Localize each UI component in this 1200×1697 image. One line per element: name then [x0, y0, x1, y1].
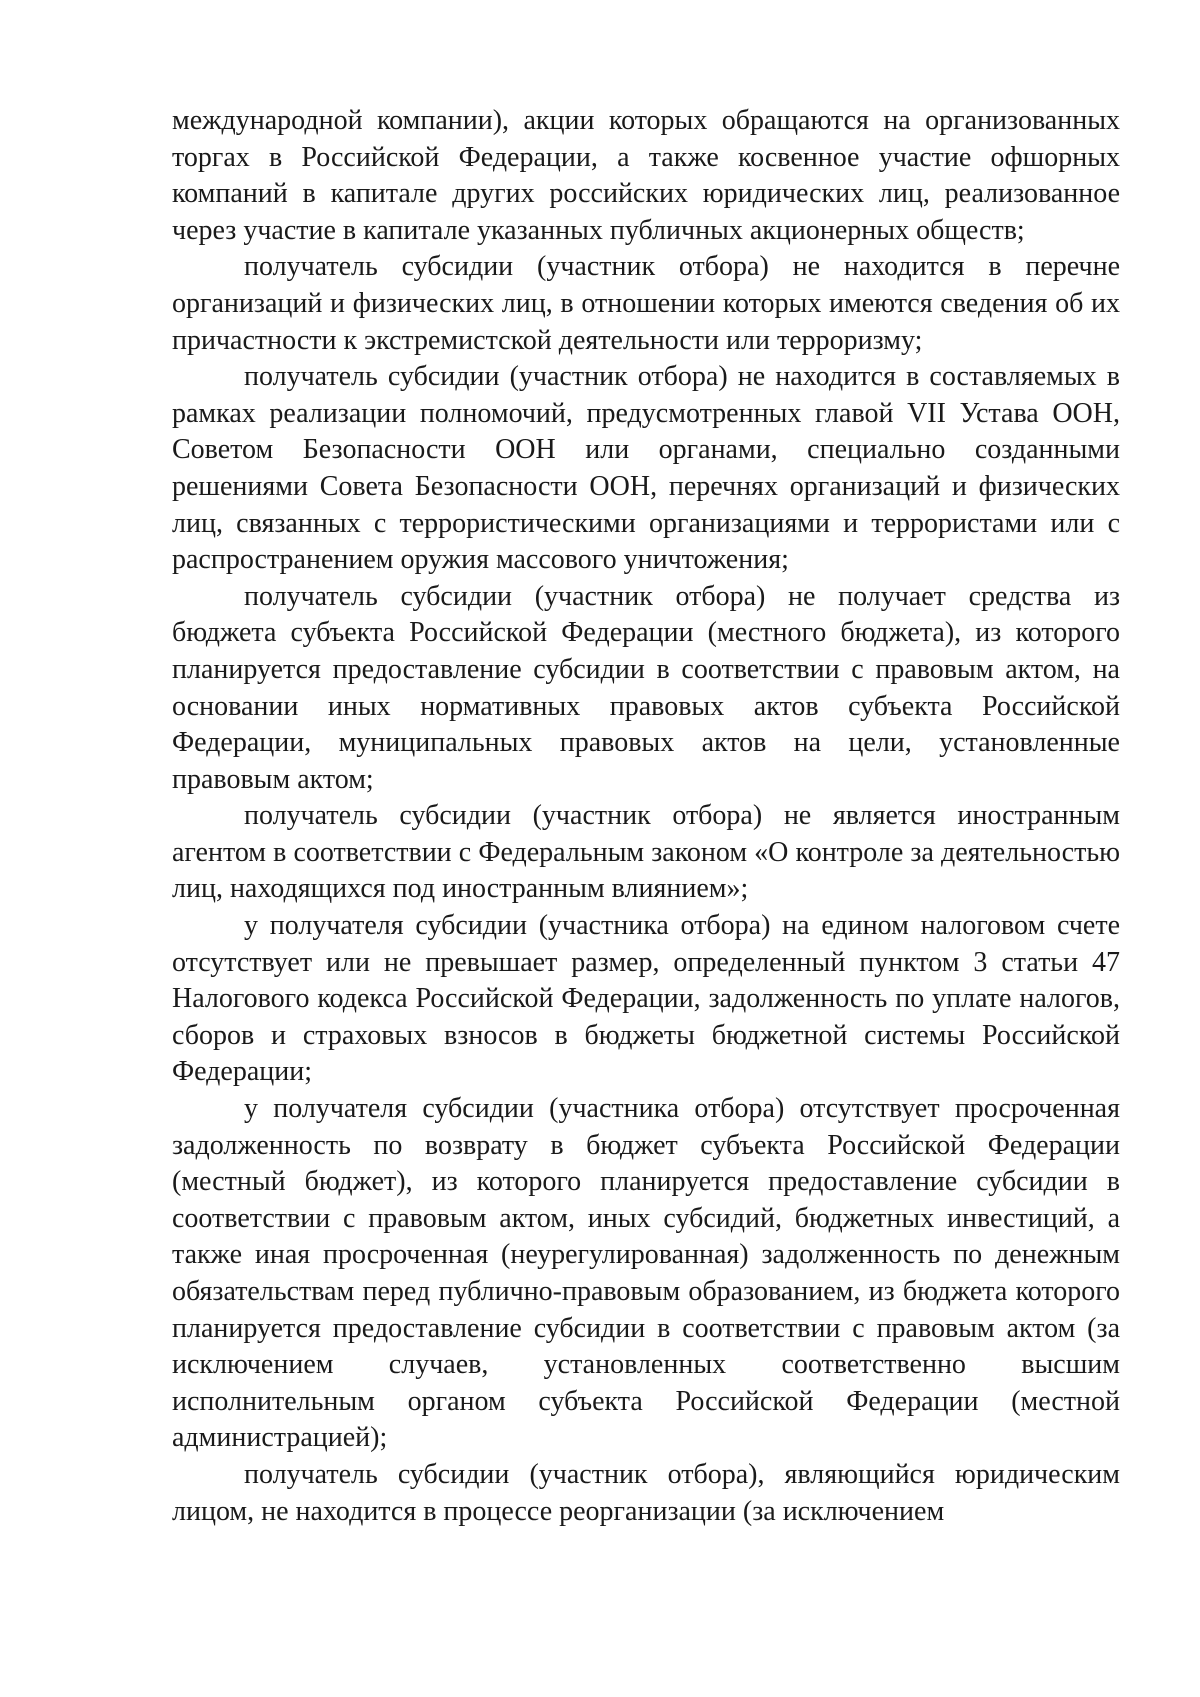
paragraph-un-sanctions-list: получатель субсидии (участник отбора) не находится в составляемых в рамках реализации полномочий, предусмотренных главой VII Устава ООН, Советом Безопасности ООН или органами, специально созданными решениями Совета Безопасности ООН, перечнях организаций и физических лиц, связанных с террористическими организациями и террористами или с распространением оружия массового уничтожения;	[172, 361, 1120, 576]
paragraph-tax-debt: у получателя субсидии (участника отбора) на едином налоговом счете отсутствует или не превышает размер, определенный пунктом 3 статьи 47 Налогового кодекса Российской Федерации, задолженность по уплате налогов, сборов и страховых взносов в бюджеты бюджетной системы Российской Федерации;	[172, 910, 1120, 1088]
paragraph-offshore-participation: международной компании), акции которых обращаются на организованных торгах в Российской Федерации, а также косвенное участие офшорных компаний в капитале других российских юридических лиц, реализованное через участие в капитале указанных публичных акционерных обществ;	[172, 105, 1120, 246]
paragraph-reorganization: получатель субсидии (участник отбора), являющийся юридическим лицом, не находится в процессе реорганизации (за исключением	[172, 1458, 1120, 1527]
paragraph-foreign-agent: получатель субсидии (участник отбора) не является иностранным агентом в соответствии с Федеральным законом «О контроле за деятельностью лиц, находящихся под иностранным влиянием»;	[172, 800, 1120, 905]
paragraph-overdue-debt: у получателя субсидии (участника отбора) отсутствует просроченная задолженность по возврату в бюджет субъекта Российской Федерации (местный бюджет), из которого планируется предоставление субсидии в соответствии с правовым актом, иных субсидий, бюджетных инвестиций, а также иная просроченная (неурегулированная) задолженность по денежным обязательствам перед публично-правовым образованием, из бюджета которого планируется предоставление субсидии в соответствии с правовым актом (за исключением случаев, установленных соответственно высшим исполнительным органом субъекта Российской Федерации (местной администрацией);	[172, 1093, 1120, 1454]
document-page	[172, 103, 1120, 1530]
paragraph-extremism-list: получатель субсидии (участник отбора) не находится в перечне организаций и физических лиц, в отношении которых имеются сведения об их причастности к экстремистской деятельности или терроризму;	[172, 251, 1120, 356]
paragraph-other-budget-funds: получатель субсидии (участник отбора) не получает средства из бюджета субъекта Российской Федерации (местного бюджета), из которого планируется предоставление субсидии в соответствии с правовым актом, на основании иных нормативных правовых актов субъекта Российской Федерации, муниципальных правовых актов на цели, установленные правовым актом;	[172, 580, 1120, 795]
